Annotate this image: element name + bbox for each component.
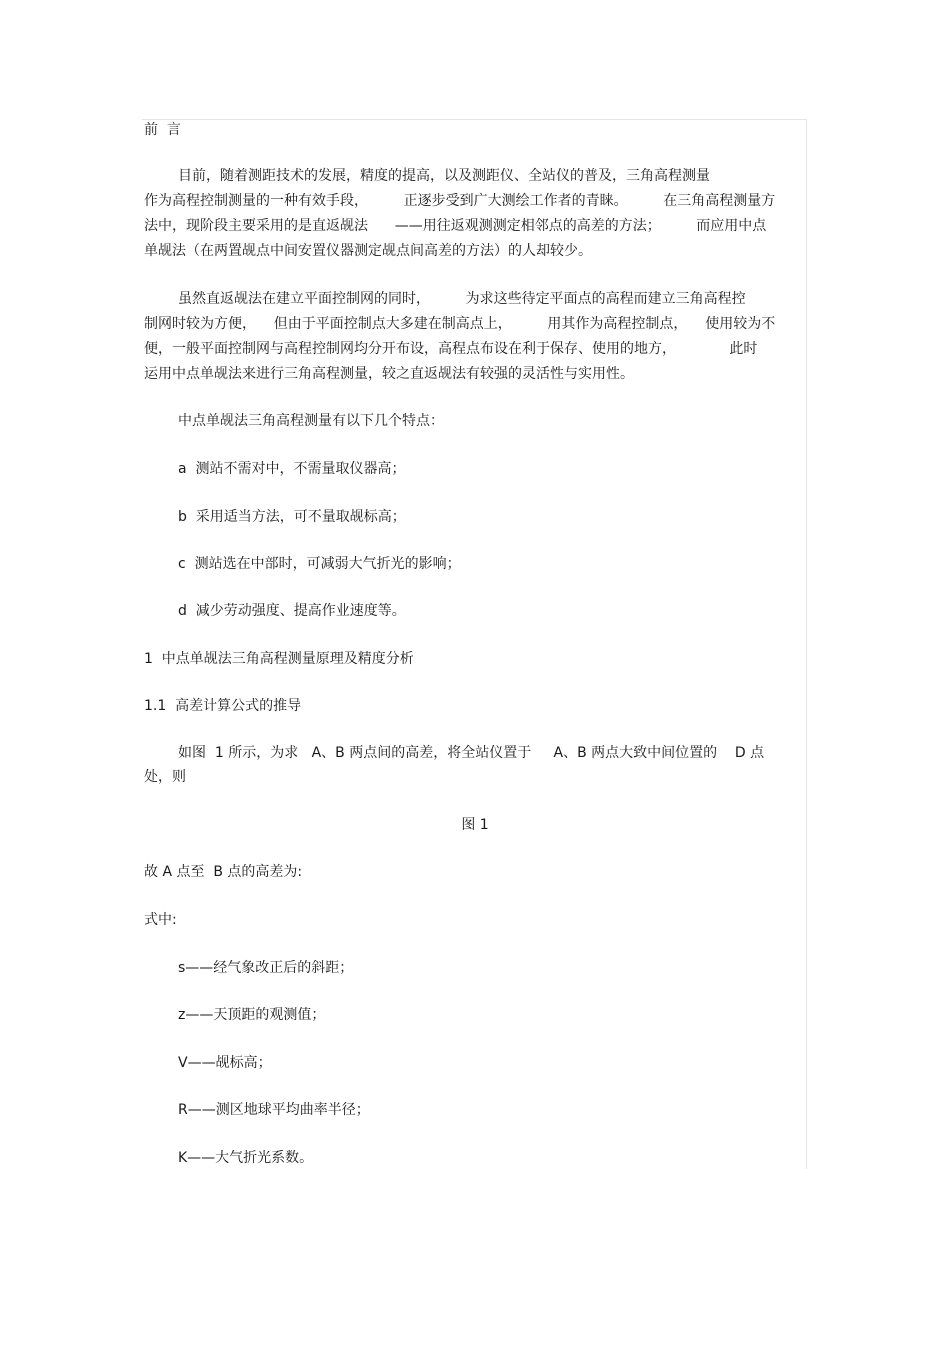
feature-item: a 测站不需对中，不需量取仪器高； [178, 461, 406, 477]
paragraph-1-line-1: 目前，随着测距技术的发展，精度的提高，以及测距仪、全站仪的普及，三角高程测量 [178, 168, 710, 184]
figure-paragraph-line-1: 如图 1 所示，为求 A、B 两点间的高差，将全站仪置于 A、B 两点大致中间位置的 D 点 [178, 745, 765, 761]
definition-item: z——天顶距的观测值； [178, 1007, 326, 1023]
definition-item: V——觇标高； [178, 1055, 272, 1071]
subsection-heading-1-1: 1.1 高差计算公式的推导 [144, 698, 302, 714]
feature-item: d 减少劳动强度、提高作业速度等。 [178, 603, 406, 619]
section-title: 前 言 [144, 122, 181, 138]
paragraph-2-line-4: 运用中点单觇法来进行三角高程测量，较之直返觇法有较强的灵活性与实用性。 [144, 366, 634, 382]
section-heading-1: 1 中点单觇法三角高程测量原理及精度分析 [144, 651, 414, 667]
feature-item: b 采用适当方法，可不量取觇标高； [178, 509, 406, 525]
feature-item: c 测站选在中部时，可减弱大气折光的影响； [178, 556, 461, 572]
definition-item: s——经气象改正后的斜距； [178, 960, 354, 976]
figure-caption: 图 1 [461, 817, 489, 833]
paragraph-2-line-3: 便，一般平面控制网与高程控制网均分开布设，高程点布设在利于保存、使用的地方， 此时 [144, 341, 758, 357]
formula-intro: 故 A 点至 B 点的高差为: [144, 864, 303, 880]
definition-item: R——测区地球平均曲率半径； [178, 1102, 370, 1118]
definition-item: K——大气折光系数。 [178, 1150, 314, 1166]
paragraph-2-line-1: 虽然直返觇法在建立平面控制网的同时， 为求这些待定平面点的高程而建立三角高程控 [178, 291, 746, 307]
where-label: 式中: [144, 912, 177, 928]
paragraph-1-line-4: 单觇法（在两置觇点中间安置仪器测定觇点间高差的方法）的人却较少。 [144, 243, 592, 259]
paragraph-1-line-2: 作为高程控制测量的一种有效手段， 正逐步受到广大测绘工作者的青睐。 在三角高程测量方 [144, 193, 776, 209]
features-intro: 中点单觇法三角高程测量有以下几个特点： [178, 413, 444, 429]
paragraph-1-line-3: 法中，现阶段主要采用的是直返觇法 ——用往返观测测定相邻点的高差的方法； 而应用中点 [144, 218, 767, 234]
figure-paragraph-line-2: 处，则 [144, 769, 186, 785]
paragraph-2-line-2: 制网时较为方便， 但由于平面控制点大多建在制高点上， 用其作为高程控制点， 使用较为不 [144, 316, 776, 332]
